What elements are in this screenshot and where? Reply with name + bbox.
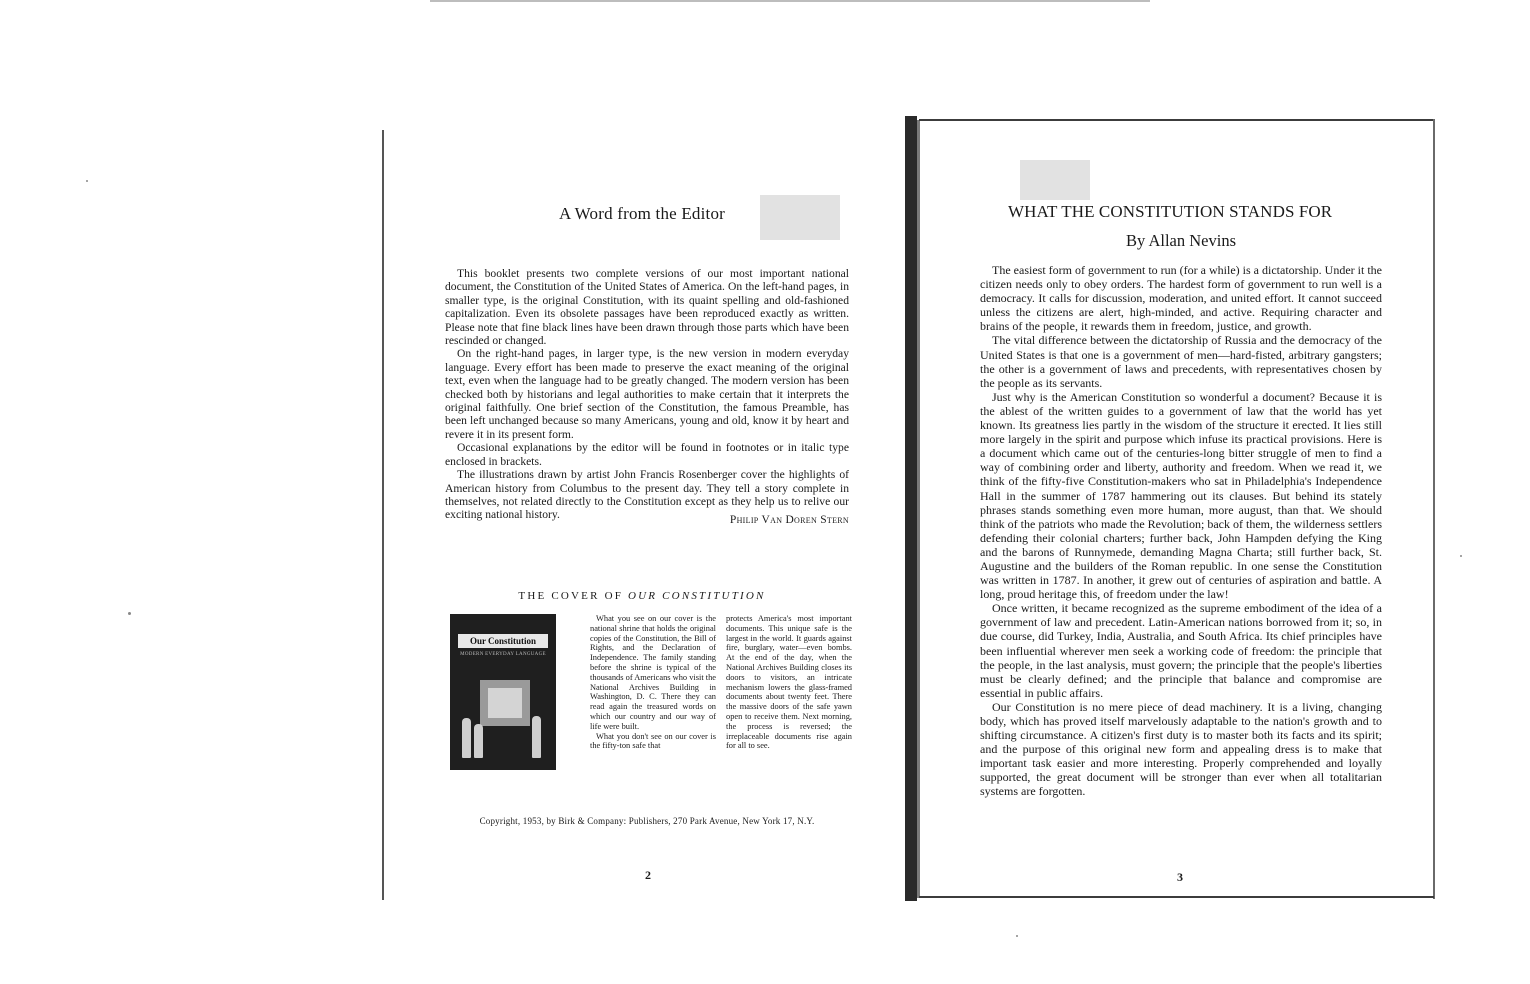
page-border-top: [919, 119, 1434, 121]
page-number: 3: [1177, 870, 1183, 884]
page-border-bottom: [919, 896, 1434, 898]
cover-illustration: [450, 614, 556, 770]
cover-column-1: [590, 614, 716, 751]
cover-image-subtitle: MODERN EVERYDAY LANGUAGE: [460, 652, 546, 657]
article-title: WHAT THE CONSTITUTION STANDS FOR: [1008, 202, 1333, 221]
editor-body: [445, 267, 849, 522]
figure-shape: [532, 716, 541, 758]
copyright-line: Copyright, 1953, by Birk & Company: Publishers, 270 Park Avenue, New York 17, N.Y.: [479, 816, 815, 826]
scan-speck: [1460, 555, 1462, 557]
shrine-window: [488, 688, 522, 718]
cover-column-2: [726, 614, 852, 751]
cover-paragraph: What you see on our cover is the national shrine that holds the original copies of the Constitution, the Bill of Rights, and the Declaration of Independence. The family standing before the shrine is typical of the thousands of Americans who visit the National Archives Building in Washington, D. C. There they can read again the treasured words on which our country and our way of life were built.: [590, 614, 716, 731]
editor-title: A Word from the Editor: [558, 204, 726, 223]
page-number: 2: [645, 868, 651, 882]
cover-text-columns: [590, 614, 852, 751]
editor-paragraph: This booklet presents two complete versions of our most important national document, the Constitution of the United States of America. On the left-hand pages, in smaller type, is the original Constitution, with its quaint spelling and old-fashioned capitalization. Even its obsolete passages have been reproduced exactly as written. Please note that fine black lines have been drawn through those parts which have been rescinded or changed.: [445, 267, 849, 348]
article-paragraph: The vital difference between the dictatorship of Russia and the democracy of the United States is that one is a government of men—hard-fisted, arbitrary gangsters; the other is a government of laws and precedents, with representatives chosen by the people as its servants.: [980, 333, 1382, 390]
scan-smudge: [760, 195, 840, 240]
scan-speck: [1016, 935, 1018, 937]
article-author: By Allan Nevins: [1126, 231, 1236, 250]
article-paragraph: The easiest form of government to run (for a while) is a dictatorship. Under it the citizen needs only to obey orders. The hardest form of government to run well is a democracy. It calls for discussion, moderation, and united effort. It cannot succeed unless the citizens are alert, high-minded, and active. Requiring character and brains of the people, it rewards them in freedom, justice, and growth.: [980, 263, 1382, 334]
editor-paragraph: Occasional explanations by the editor will be found in footnotes or in italic type enclosed in brackets.: [445, 441, 849, 468]
editor-signature: Philip Van Doren Stern: [729, 514, 849, 526]
article-paragraph: Once written, it became recognized as the supreme embodiment of the idea of a government of law and precedent. Latin-American nations borrowed from it; so, in due course, did Turkey, India, Australia, and South Africa. Its chief principles have been influential wherever men seek a working code of freedom: the principle that the people, in the last analysis, must govern; the principle that the people's liberties must be clearly defined; and the principle that balance and compromise are essential in public affairs.: [980, 601, 1382, 700]
left-page: [382, 130, 902, 910]
scan-smudge: [1020, 160, 1090, 200]
cover-paragraph: What you don't see on our cover is the fifty-ton safe that: [590, 731, 716, 751]
cover-paragraph: protects America's most important documents. This unique safe is the largest in the world. It guards against fire, burglary, water—even bombs. At the end of the day, when the National Archives Building closes its doors to visitors, an intricate mechanism lowers the glass-framed documents about twenty feet. There the massive doors of the safe yawn open to receive them. Next morning, the process is reversed; the irreplaceable documents rise again for all to see.: [726, 614, 852, 751]
cover-heading-italic: OUR CONSTITUTION: [627, 590, 766, 602]
editor-paragraph: The illustrations drawn by artist John Francis Rosenberger cover the highlights of American history from Columbus to the present day. They tell a story complete in themselves, not related directly to the Constitution except as they help us to relive our exciting national history.: [445, 468, 849, 522]
article-paragraph: Just why is the American Constitution so wonderful a document? Because it is the ablest of the written guides to a government of law that the world has yet known. Its greatness lies partly in the wisdom of the structure it erected. It lies still more largely in the spirit and purpose which infuse its practical provisions. Here is a document which came out of the centuries-long bitter struggle of men to find a way of combining order and liberty, authority and freedom. When we read it, we think of the fifty-five Constitution-makers who sat in Philadelphia's Independence Hall in the summer of 1787 hammering out its clauses. But behind its stately phrases stands something even more human, more august, than that. We should think of the patriots who made the Revolution; back of them, the wilderness settlers defending their colonial charters; further back, John Hampden defying the King and the barons of Runnymede, demanding Magna Charta; still further back, St. Augustine and the builders of the Roman republic. In one sense the Constitution was written in 1787. In another, it grew out of centuries of aspiration and battle. A long, proud heritage this, of freedom under the law!: [980, 389, 1382, 602]
article-body: [980, 263, 1382, 799]
cover-heading-prefix: THE COVER OF: [518, 590, 624, 602]
scan-speck: [128, 612, 131, 615]
page-edge: [382, 130, 384, 900]
figure-shape: [474, 724, 483, 758]
cover-image-title: Our Constitution: [469, 636, 537, 646]
article-paragraph: Our Constitution is no mere piece of dead machinery. It is a living, changing body, which has proved itself marvelously adaptable to the nation's growth and to shifting circumstance. A citizen's first duty is to master both its facts and its spirit; and the purpose of this original new form and appealing dress is to make that important task easier and more interesting. Properly comprehended and loyally supported, the great document will be stronger than ever when all totalitarian systems are forgotten.: [980, 699, 1382, 799]
scan-speck: [86, 180, 88, 182]
figure-shape: [462, 718, 471, 758]
editor-paragraph: On the right-hand pages, in larger type, is the new version in modern everyday language. Every effort has been made to preserve the exact meaning of the original text, even when the language had to be greatly changed. The modern version has been checked both by historians and legal authorities to make certain that it interprets the original faithfully. One brief section of the Constitution, the famous Preamble, has been left unchanged because so many Americans, young and old, know it by heart and revere it in its present form.: [445, 347, 849, 441]
scan-edge: [430, 0, 1150, 2]
cover-heading: [382, 590, 902, 602]
right-page: [905, 116, 1437, 906]
